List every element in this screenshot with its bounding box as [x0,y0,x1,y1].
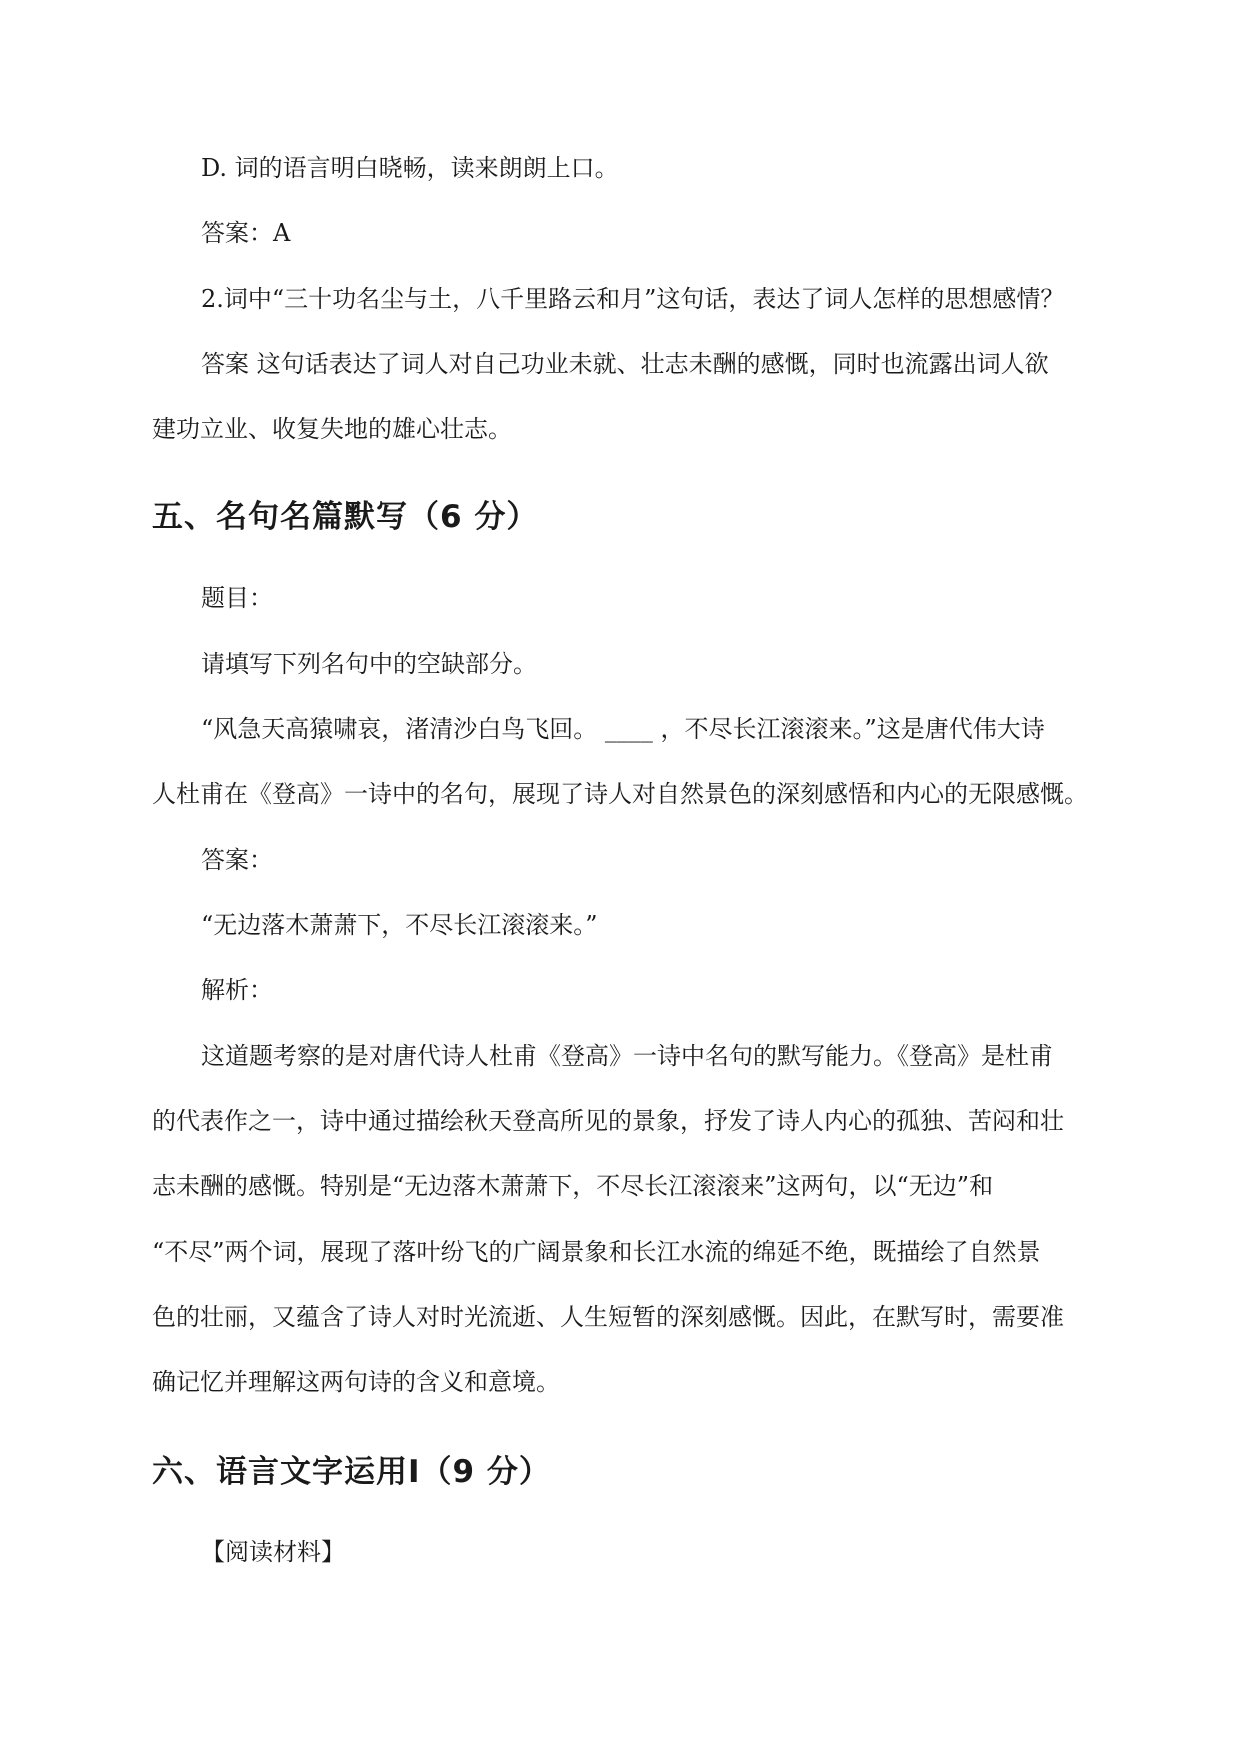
s5-analysis-line-6: 确记忆并理解这两句诗的含义和意境。 [152,1368,560,1396]
section-6-heading: 六、语言文字运用Ⅰ（9 分） [152,1454,551,1490]
s5-analysis-line-4: “不尽”两个词，展现了落叶纷飞的广阔景象和长江水流的绵延不绝，既描绘了自然景 [152,1238,1041,1266]
section-5-heading: 五、名句名篇默写（6 分） [152,499,539,535]
q2-answer-line-2: 建功立业、收复失地的雄心壮志。 [152,415,512,443]
s5-analysis-label: 解析： [201,976,273,1004]
s5-instruction: 请填写下列名句中的空缺部分。 [201,650,537,678]
s5-analysis-line-5: 色的壮丽，又蕴含了诗人对时光流逝、人生短暂的深刻感慨。因此，在默写时，需要准 [152,1303,1064,1331]
s5-analysis-line-3: 志未酬的感慨。特别是“无边落木萧萧下，不尽长江滚滚来”这两句，以“无边”和 [152,1172,994,1200]
s5-answer-label: 答案： [201,846,273,874]
s5-quote-line-1: “风急天高猿啸哀，渚清沙白鸟飞回。 ____ ，不尽长江滚滚来。”这是唐代伟大诗 [201,715,1045,743]
q1-answer: 答案：A [201,219,291,247]
q2-question: 2.词中“三十功名尘与土，八千里路云和月”这句话，表达了词人怎样的思想感情？ [201,285,1065,313]
s5-prompt-label: 题目： [201,584,273,612]
q2-answer-line-1: 答案 这句话表达了词人对自己功业未就、壮志未酬的感慨，同时也流露出词人欲 [201,350,1049,378]
s5-analysis-line-1: 这道题考察的是对唐代诗人杜甫《登高》一诗中名句的默写能力。《登高》是杜甫 [201,1042,1053,1070]
s5-answer-text: “无边落木萧萧下，不尽长江滚滚来。” [201,911,598,939]
s5-quote-line-2: 人杜甫在《登高》一诗中的名句，展现了诗人对自然景色的深刻感悟和内心的无限感慨。 [152,780,1088,808]
q1-option-d: D. 词的语言明白晓畅，读来朗朗上口。 [201,154,619,182]
s6-material-label: 【阅读材料】 [201,1538,345,1566]
s5-analysis-line-2: 的代表作之一，诗中通过描绘秋天登高所见的景象，抒发了诗人内心的孤独、苦闷和壮 [152,1107,1064,1135]
